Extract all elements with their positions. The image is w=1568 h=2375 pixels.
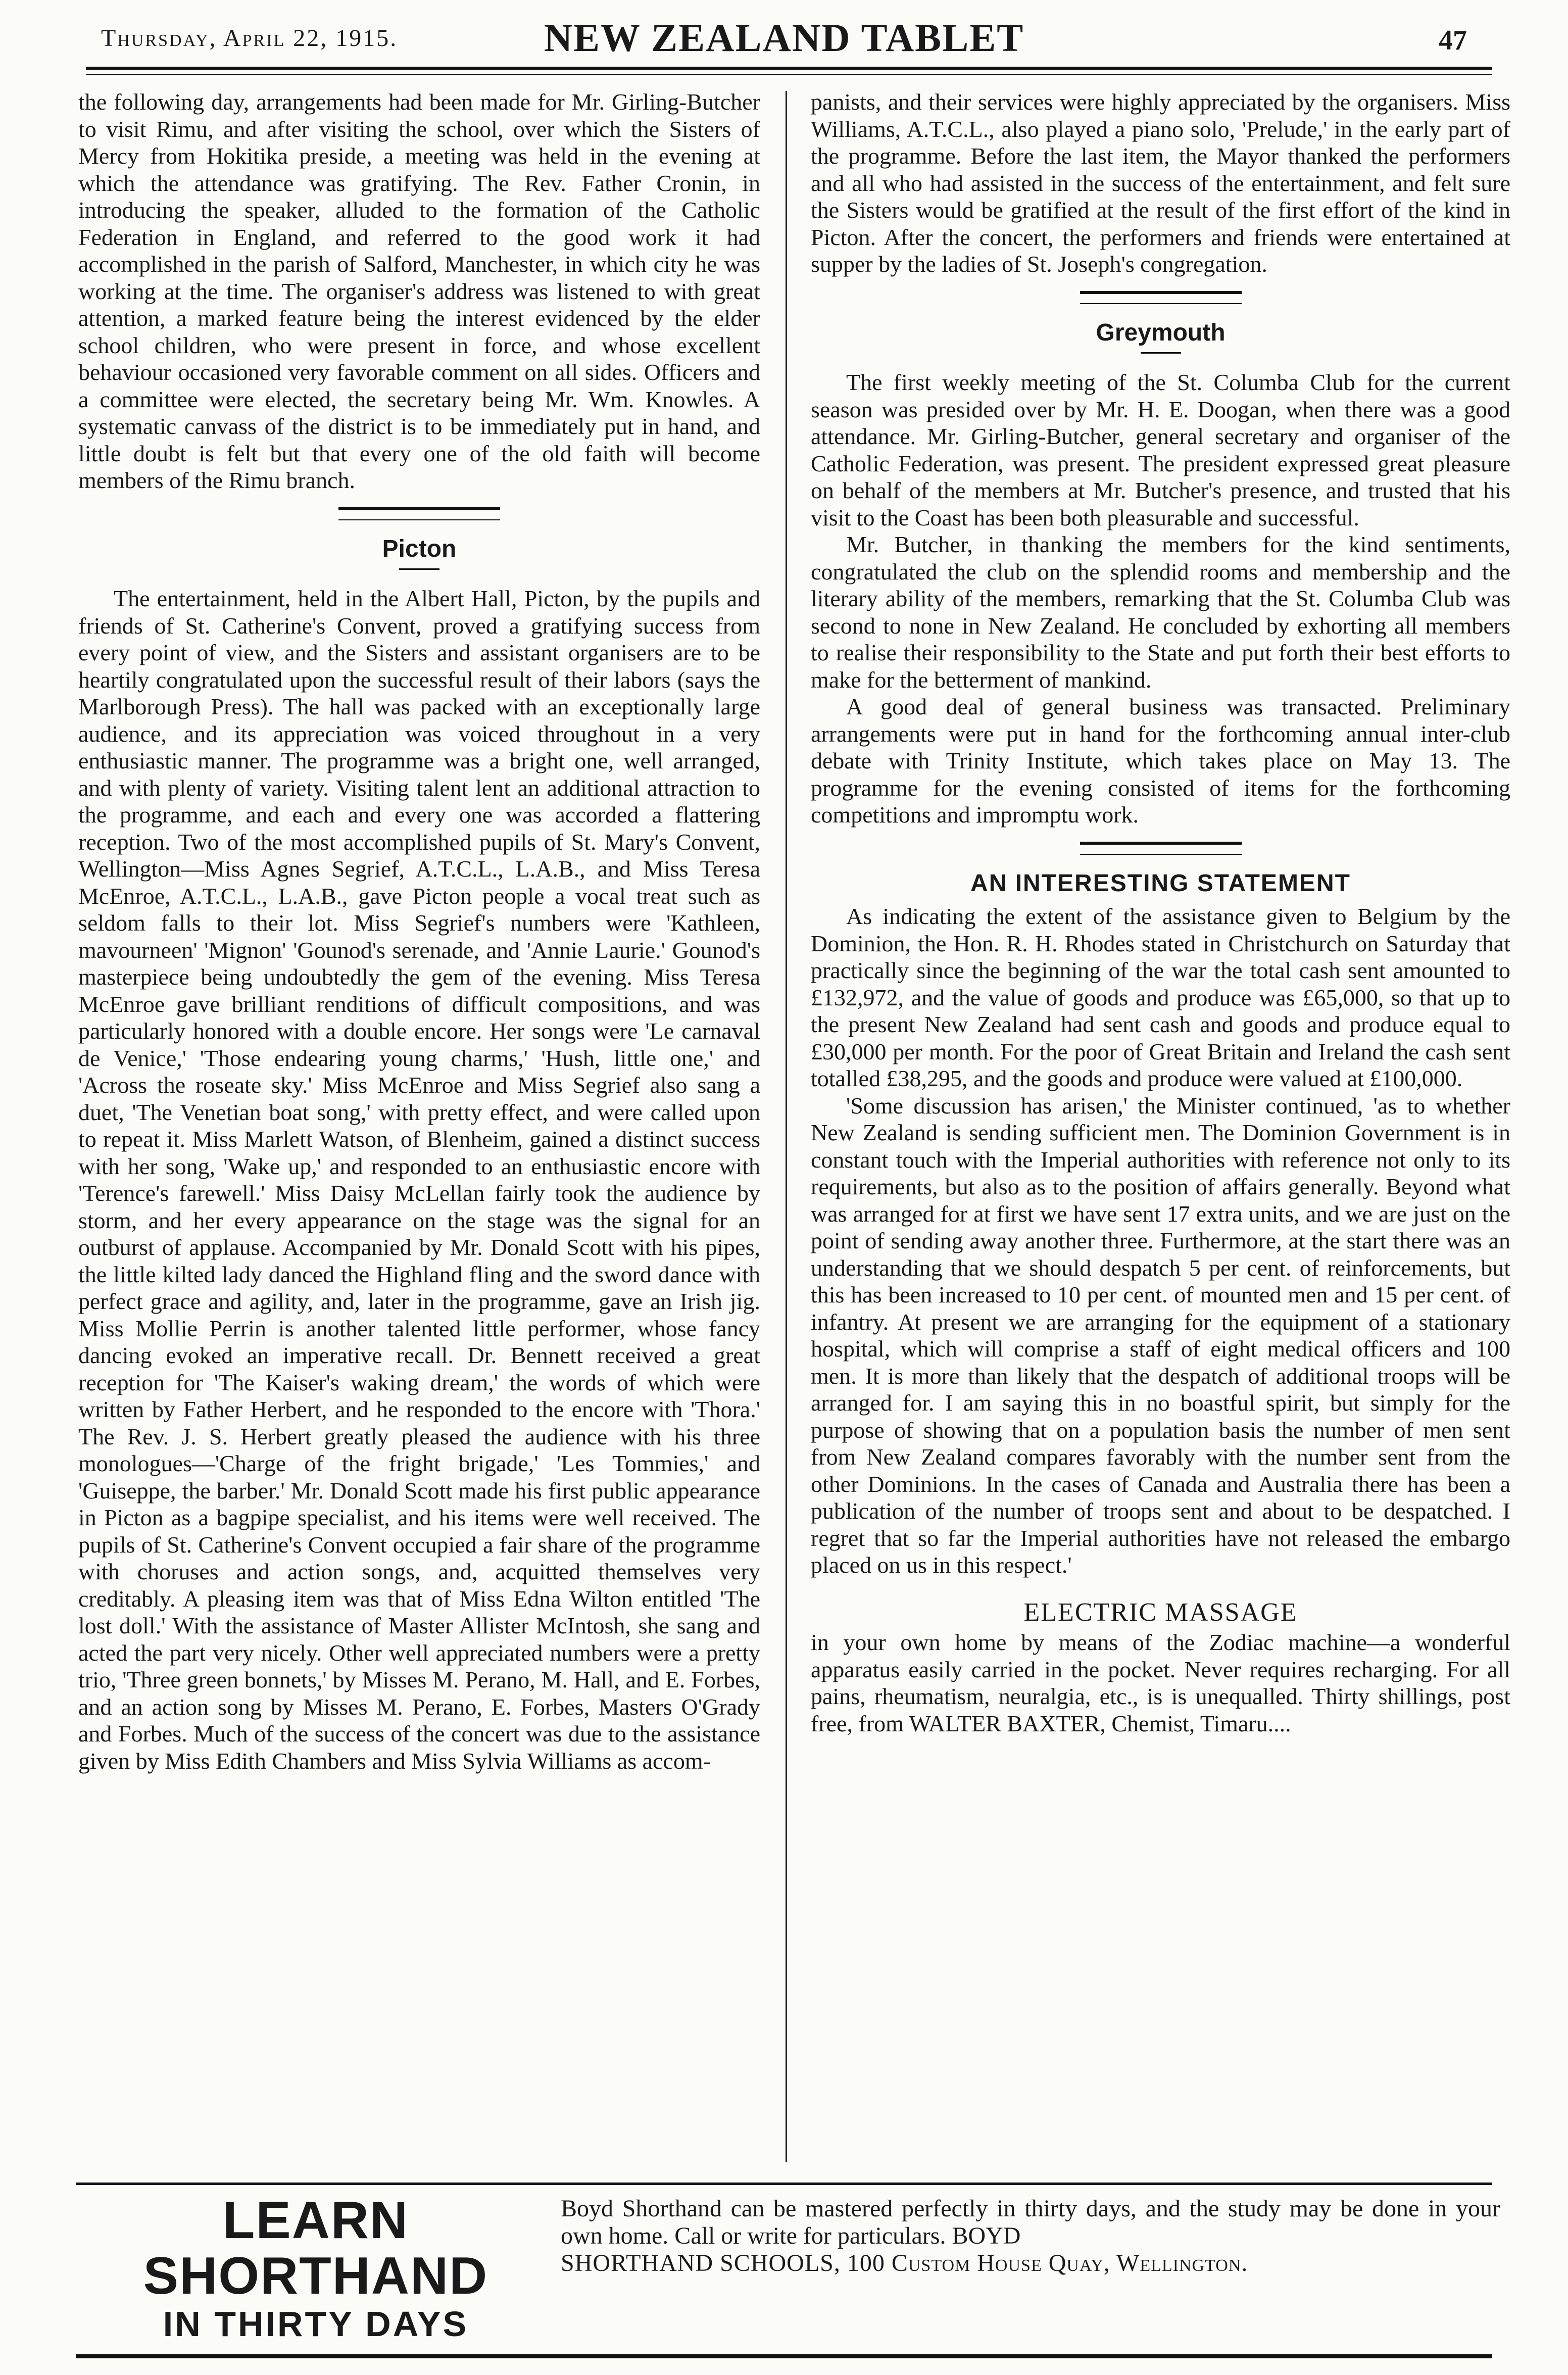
shorthand-ad-body: Boyd Shorthand can be mastered perfectly in thirty days, and the study may be done in your own home. Call or write for particulars. BOYD bbox=[561, 2195, 1500, 2249]
heading-underline bbox=[399, 568, 439, 570]
statement-paragraph-2: 'Some discussion has arisen,' the Minister continued, 'as to whether New Zealand is sending sufficient men. The Dominion Government is in constant touch with the Imperial authorities with reference not only to its requirements, but also as to the position of affairs generally. Beyond what was arranged for at first we have sent 17 extra units, and we are just on the point of sending away another three. Furthermore, at the start there was an understanding that we should despatch 5 per cent. of reinforcements, but this has been increased to 10 per cent. of mounted men and 15 per cent. of infantry. At present we are arranging for the equipment of a stationary hospital, which will comprise a staff of eight medical officers and 100 men. It is more than likely that the despatch of additional troops will be arranged for. I am saying this in no boastful spirit, but simply for the purpose of showing that on a population basis the number of men sent from New Zealand compares favorably with the number sent from the other Dominions. In the cases of Canada and Australia there has been a publication of the number of troops sent and about to be despatched. I regret that so far the Imperial authorities have not released the embargo placed on us in this respect.' bbox=[811, 1092, 1510, 1578]
massage-ad-text: in your own home by means of the Zodiac machine—a wonderful apparatus easily carried in the pocket. Never requires recharging. For all pains, rheumatism, neuralgia, etc., is is unequalled. Thirty shillings, post free, from WALTER BAXTER, Chemist, Timaru.... bbox=[811, 1629, 1510, 1736]
header-rule bbox=[86, 67, 1492, 70]
greymouth-paragraph-3: A good deal of general business was transacted. Preliminary arrangements were put in hand for the forthcoming annual inter-club debate with Trinity Institute, which takes place on May 13. The programme for the evening consisted of items for the forthcoming competitions and impromptu work. bbox=[811, 694, 1510, 828]
statement-paragraph-1: As indicating the extent of the assistance given to Belgium by the Dominion, the Hon. R. H. Rhodes stated in Christchurch on Saturday that practically since the beginning of the war the total cash sent amounted to £132,972, and the value of goods and produce was £65,000, so that up to the present New Zealand had sent cash and goods and produce equal to £30,000 per month. For the poor of Great Britain and Ireland the cash sent totalled £38,295, and the goods and produce were valued at £100,000. bbox=[811, 903, 1510, 1091]
shorthand-ad-address: SHORTHAND SCHOOLS, 100 Custom House Quay, Wellington. bbox=[561, 2250, 1248, 2276]
shorthand-ad-subline: IN THIRTY DAYS bbox=[163, 2304, 469, 2344]
section-rule bbox=[1080, 842, 1242, 845]
section-rule bbox=[1080, 291, 1242, 294]
shorthand-ad-banner bbox=[88, 2193, 543, 2344]
left-column bbox=[78, 88, 760, 2165]
page-number: 47 bbox=[1439, 25, 1467, 56]
page-header bbox=[101, 15, 1467, 66]
heading-underline bbox=[1141, 352, 1181, 354]
greymouth-heading: Greymouth bbox=[1096, 319, 1226, 346]
picton-heading: Picton bbox=[382, 535, 457, 562]
section-rule-thin bbox=[1080, 303, 1242, 304]
ad-top-rule bbox=[76, 2183, 1492, 2185]
issue-date: Thursday, April 22, 1915. bbox=[101, 25, 398, 52]
rimu-continued-paragraph: the following day, arrangements had been made for Mr. Girling-Butcher to visit Rimu, and after visiting the school, over which the Sisters of Mercy from Hokitika preside, a meeting was held in the evening at which the attendance was gratifying. The Rev. Father Cronin, in introducing the speaker, alluded to the formation of the Catholic Federation in England, and referred to the good work it had accomplished in the parish of Salford, Manchester, in which city he was working at the time. The organiser's address was listened to with great attention, a marked feature being the interest evidenced by the elder school children, who were present in force, and whose excellent behaviour occasioned very favorable comment on all sides. Officers and a committee were elected, the secretary being Mr. Wm. Knowles. A systematic canvass of the district is to be immediately put in hand, and little doubt is felt but that every one of the old faith will become members of the Rimu branch. bbox=[78, 89, 760, 493]
column-divider bbox=[786, 91, 787, 2162]
masthead-title: NEW ZEALAND TABLET bbox=[544, 16, 1024, 60]
ad-bottom-rule bbox=[76, 2354, 1492, 2358]
picton-paragraph: The entertainment, held in the Albert Hall, Picton, by the pupils and friends of St. Catherine's Convent, proved a gratifying success from every point of view, and the Sisters and assistant organisers are to be heartily congratulated upon the successful result of their labors (says the Marlborough Press). The hall was packed with an exceptionally large audience, and its appreciation was voiced throughout in a very enthusiastic manner. The programme was a bright one, well arranged, and with plenty of variety. Visiting talent lent an additional attraction to the programme, and each and every one was accorded a flattering reception. Two of the most accomplished pupils of St. Mary's Convent, Wellington—Miss Agnes Segrief, A.T.C.L., L.A.B., and Miss Teresa McEnroe, A.T.C.L., L.A.B., gave Picton people a vocal treat such as seldom falls to their lot. Miss Segrief's numbers were 'Kathleen, mavourneen' 'Mignon' 'Gounod's serenade, and 'Annie Laurie.' Gounod's masterpiece being undoubtedly the gem of the evening. Miss Teresa McEnroe gave brilliant renditions of difficult compositions, and was particularly honored with a double encore. Her songs were 'Le carnaval de Venice,' 'Those endearing young charms,' 'Hush, little one,' and 'Across the roseate sky.' Miss McEnroe and Miss Segrief also sang a duet, 'The Venetian boat song,' with pretty effect, and were called upon to repeat it. Miss Marlett Watson, of Blenheim, gained a distinct success with her song, 'Wake up,' and responded to an enthusiastic encore with 'Terence's farewell.' Miss Daisy McLellan fairly took the audience by storm, and her every appearance on the stage was the signal for an outburst of applause. Accompanied by Mr. Donald Scott with his pipes, the little kilted lady danced the Highland fling and the sword dance with perfect grace and agility, and, later in the programme, gave an Irish jig. Miss Mollie Perrin is another talented little performer, whose fancy dancing evoked an imperative recall. Dr. Bennett received a great reception for 'The Kaiser's waking dream,' the words of which were written by Father Herbert, and he responded to the encore with 'Thora.' The Rev. J. S. Herbert greatly pleased the audience with his three monologues—'Charge of the fright brigade,' 'Les Tommies,' and 'Guiseppe, the barber.' Mr. Donald Scott made his first public appearance in Picton as a bagpipe specialist, and his items were well received. The pupils of St. Catherine's Convent occupied a fair share of the programme with choruses and action songs, and, acquitted themselves very creditably. A pleasing item was that of Miss Edna Wilton entitled 'The lost doll.' With the assistance of Master Allister McIntosh, she sang and acted the part very nicely. Other well appreciated numbers were a pretty trio, 'Three green bonnets,' by Misses M. Perano, M. Hall, and E. Forbes, and an action song by Misses M. Perano, E. Forbes, Masters O'Grady and Forbes. Much of the success of the concert was due to the assistance given by Miss Edith Chambers and Miss Sylvia Williams as accom- bbox=[78, 586, 760, 1774]
greymouth-paragraph-1: The first weekly meeting of the St. Columba Club for the current season was presided over by Mr. H. E. Doogan, when there was a good attendance. Mr. Girling-Butcher, general secretary and organiser of the Catholic Federation, was present. The president expressed great pleasure on behalf of the members at Mr. Butcher's presence, and trusted that his visit to the Coast has been both pleasurable and successful. bbox=[811, 369, 1510, 530]
right-column bbox=[811, 88, 1510, 2165]
greymouth-paragraph-2: Mr. Butcher, in thanking the members for the kind sentiments, congratulated the club on the splendid rooms and membership and the literary ability of the members, remarking that the St. Columba Club was second to none in New Zealand. He concluded by exhorting all members to realise their responsibility to the State and put forth their best efforts to make for the betterment of mankind. bbox=[811, 531, 1510, 693]
massage-ad-heading: ELECTRIC MASSAGE bbox=[1023, 1597, 1298, 1627]
shorthand-ad-headline: LEARN SHORTHAND bbox=[143, 2191, 488, 2305]
section-rule-thin bbox=[1080, 854, 1242, 855]
shorthand-ad-text bbox=[561, 2195, 1500, 2277]
picton-continued-paragraph: panists, and their services were highly appreciated by the organisers. Miss Williams, A.T.C.L., also played a piano solo, 'Prelude,' in the early part of the programme. Before the last item, the Mayor thanked the performers and all who had assisted in the success of the entertainment, and felt sure the Sisters would be gratified at the result of the first effort of the kind in Picton. After the concert, the performers and friends were entertained at supper by the ladies of St. Joseph's congregation. bbox=[811, 89, 1510, 277]
header-rule-thin bbox=[86, 74, 1492, 75]
section-rule bbox=[338, 507, 500, 510]
section-rule-thin bbox=[338, 519, 500, 520]
statement-heading: AN INTERESTING STATEMENT bbox=[970, 869, 1351, 897]
